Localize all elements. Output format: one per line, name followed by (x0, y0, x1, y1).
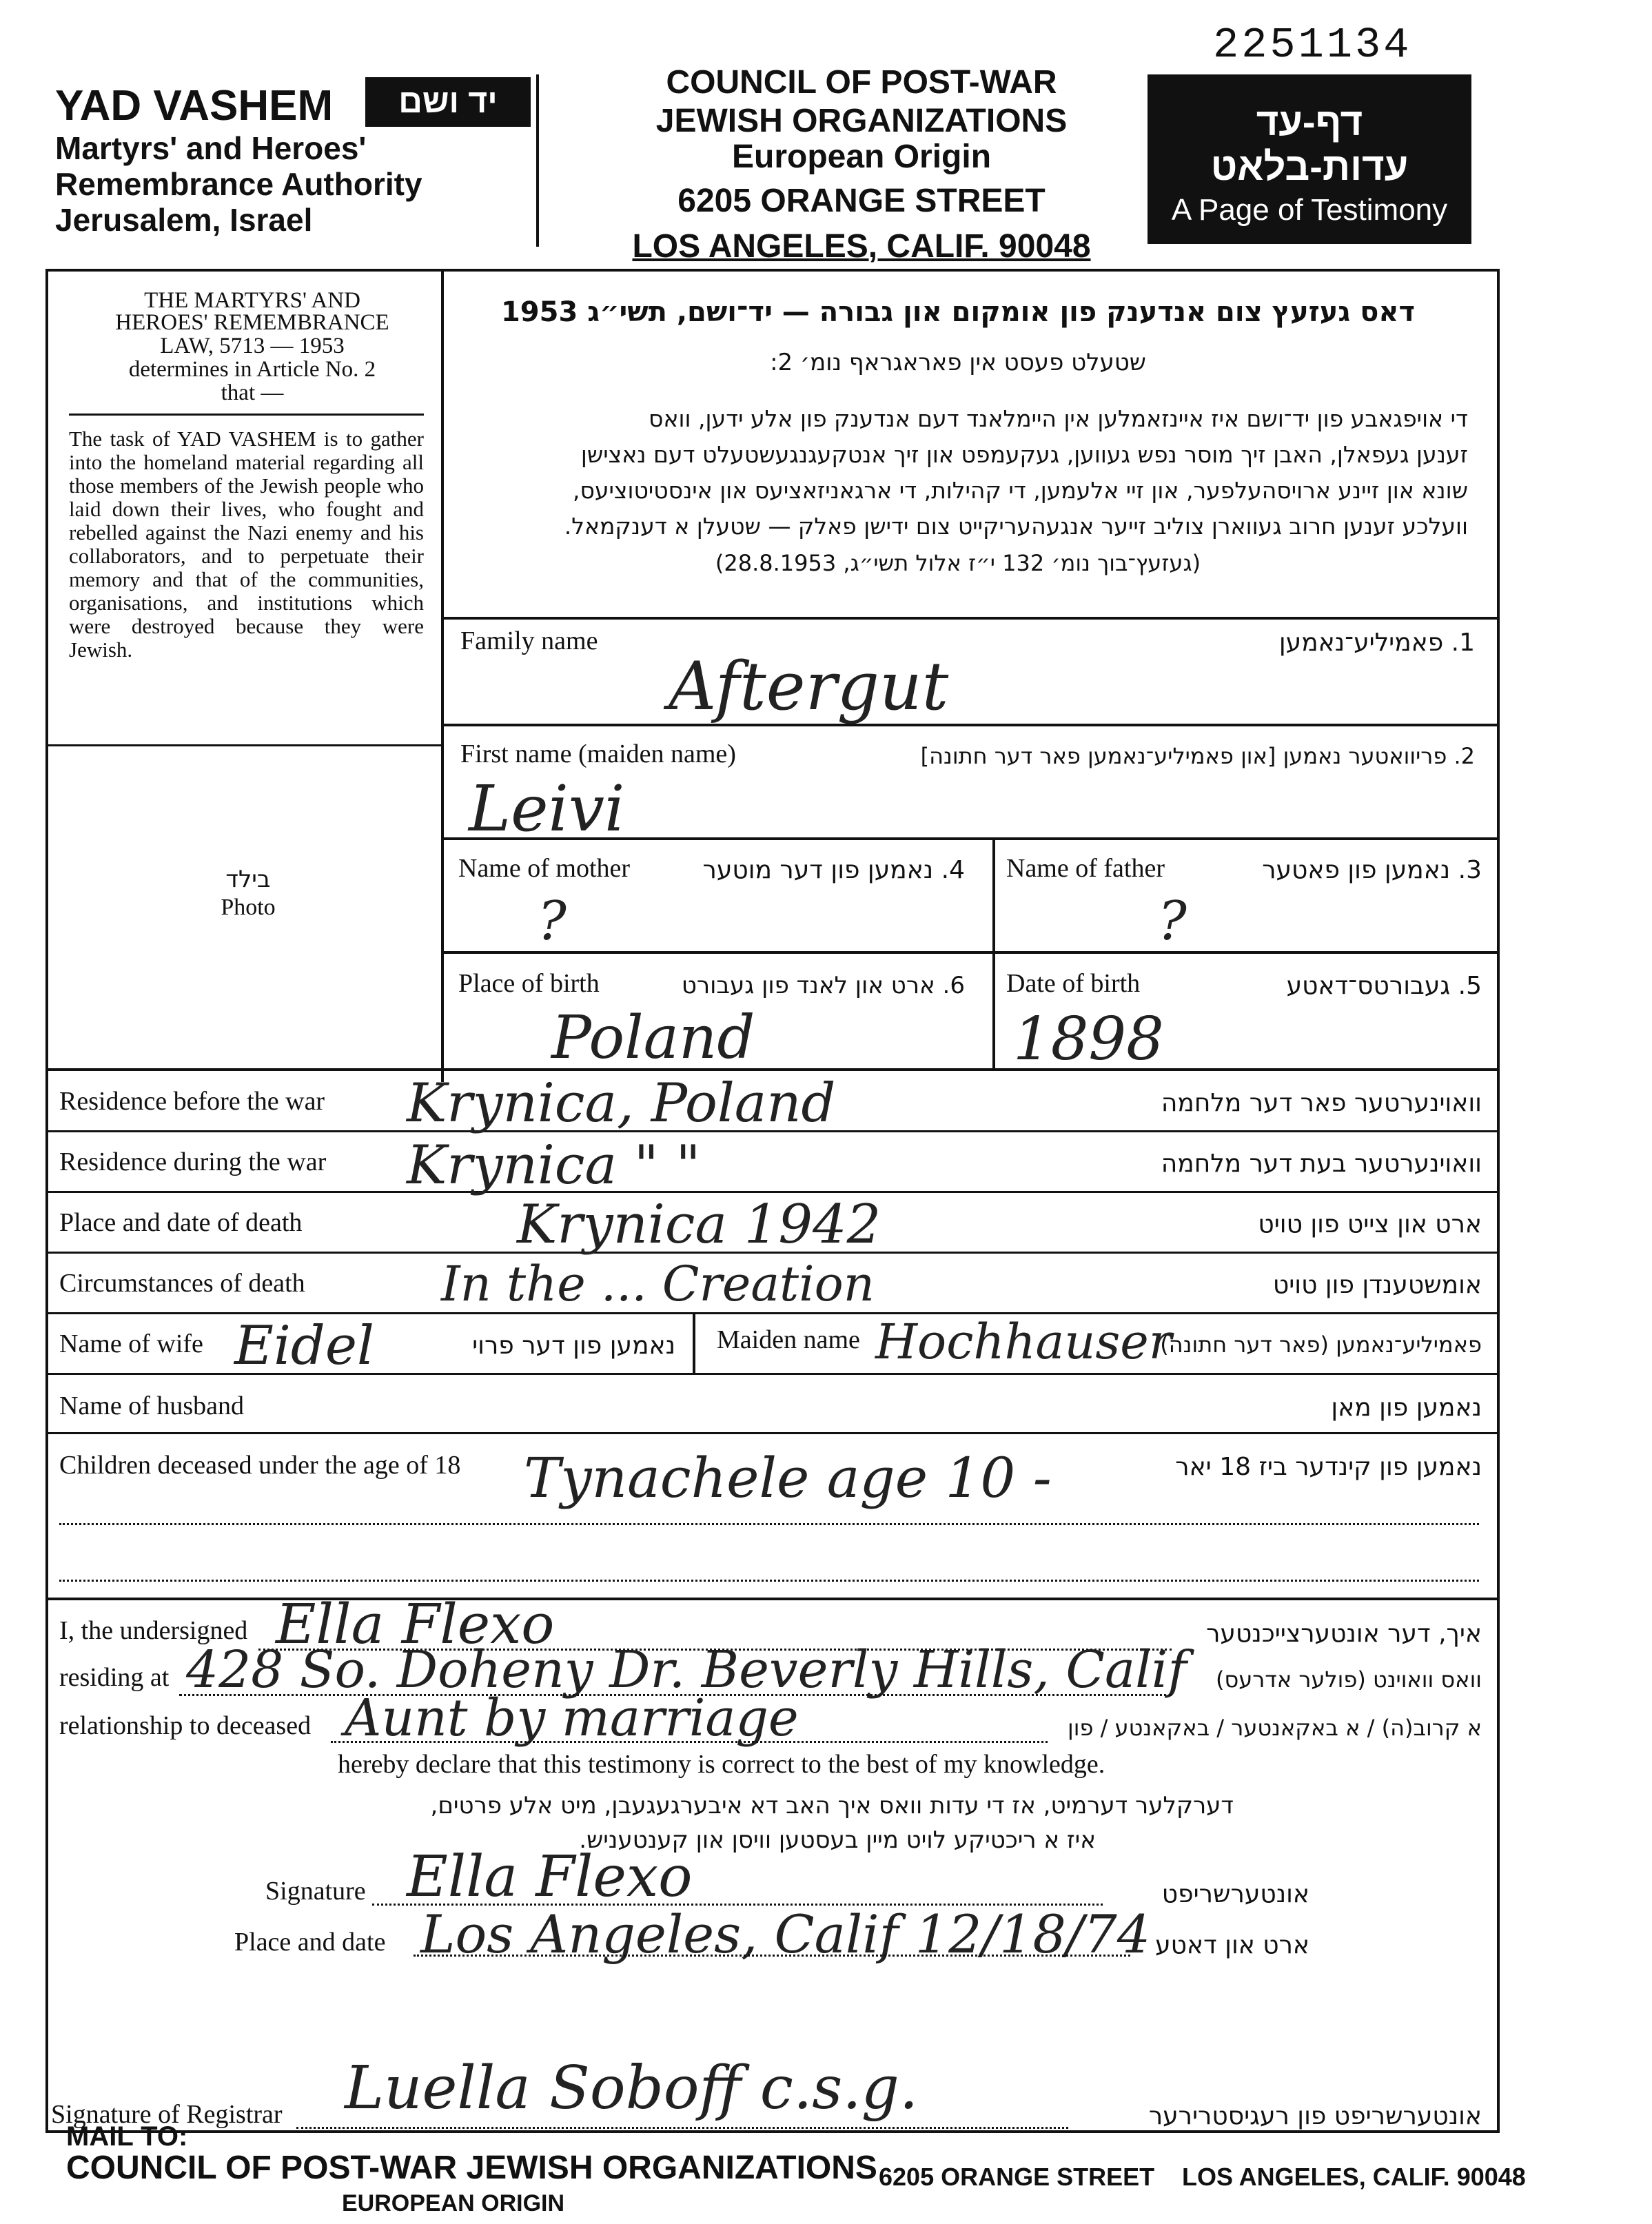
husband-label: Name of husband (59, 1391, 245, 1420)
signature-label: Signature (265, 1877, 366, 1906)
mother-label-he: 4. נאמען פון דער מוטער (702, 856, 965, 884)
law-line4: determines in Article No. 2 (128, 357, 376, 382)
header-separator (536, 74, 539, 247)
registrar-label: Signature of Registrar (51, 2100, 283, 2129)
maiden-value[interactable]: Hochhauser (875, 1314, 1172, 1370)
council-line3: European Origin (731, 139, 992, 175)
rule-family (441, 617, 1500, 620)
yiddish-law-subtitle: שטעלט פעסט אין פאראגראף נומ׳ 2: (770, 349, 1146, 376)
family-name-label-he: 1. פאמיליע־נאמען (1278, 629, 1475, 657)
law-task-text: The task of YAD VASHEM is to gather into the homeland material regarding all those members of the Jewish people who laid down their lives, who fought and rebelled against the Nazi enemy and his collaborators, and to perpetuate their memory and that of the communities, organisations, and institutions which were destroyed because they were Jewish. (69, 427, 424, 662)
res-before-value[interactable]: Krynica, Poland (407, 1072, 836, 1134)
family-name-value[interactable]: Aftergut (669, 648, 949, 725)
law-box-divider (45, 744, 444, 746)
law-line3: LAW, 5713 — 1953 (160, 334, 345, 358)
photo-label-hebrew: בילד (225, 866, 271, 893)
yiddish-law-line3: די אויפגאבע פון יד־ושם איז איינזאמלען אין היימלאנד דעם אנדענק פון אלע ידען, וואס (649, 405, 1468, 432)
res-during-label: Residence during the war (59, 1147, 327, 1176)
rule-declaration (45, 1598, 1500, 1600)
res-before-label: Residence before the war (59, 1087, 325, 1116)
first-name-value[interactable]: Leivi (469, 772, 625, 846)
signature-label-he: אונטערשריפט (1161, 1880, 1309, 1908)
wife-value[interactable]: Eidel (234, 1315, 374, 1377)
council-line5: LOS ANGELES, CALIF. 90048 (632, 228, 1091, 265)
res-before-label-he: וואוינערטער פאר דער מלחמה (1161, 1089, 1482, 1117)
rule-first (441, 724, 1500, 726)
declaration-statement-he2: איז א ריכטיקע לויט מיין בעסטען וויסן און קענטעניש. (579, 1826, 1096, 1854)
place-date-label: Place and date (234, 1928, 386, 1957)
yad-vashem-title: YAD VASHEM (55, 82, 334, 130)
birth-date-label: Date of birth (1006, 969, 1141, 998)
yiddish-law-title: דאס געזעץ צום אנדענק פון אומקום און גבורה — יד־ושם, תשי״ג 1953 (500, 296, 1416, 328)
residing-label-he: וואס וואוינט (פולער אדרעס) (1215, 1666, 1482, 1693)
rule-children (45, 1432, 1500, 1434)
yiddish-law-line5: שונא און זיינע ארויסהעלפער, און זיי אלעמען, די קהילות, די ארגאניזאציעס און אינסטיטוציעס, (572, 477, 1468, 504)
council-line4: 6205 ORANGE STREET (677, 183, 1046, 219)
father-value[interactable]: ? (1158, 890, 1187, 952)
wife-label: Name of wife (59, 1329, 203, 1358)
place-date-value[interactable]: Los Angeles, Calif 12/18/74 (420, 1904, 1151, 1965)
footer-street: 6205 ORANGE STREET (879, 2163, 1155, 2191)
testimony-hebrew2: עדות-בלאט (1210, 145, 1409, 188)
residing-value[interactable]: 428 So. Doheny Dr. Beverly Hills, Calif (186, 1640, 1187, 1700)
yad-vashem-line3: Jerusalem, Israel (55, 202, 313, 238)
children-dotted-line-1 (59, 1523, 1479, 1525)
footer-origin: EUROPEAN ORIGIN (342, 2190, 565, 2216)
registrar-label-he: אונטערשריפט פון רעגיסטרירער (1148, 2102, 1482, 2130)
birth-place-label-he: 6. ארט און לאנד פון געבורט (681, 972, 965, 999)
yad-vashem-line1: Martyrs' and Heroes' (55, 130, 367, 166)
testimony-hebrew1: דף-עד (1256, 100, 1363, 143)
relationship-value[interactable]: Aunt by marriage (345, 1689, 799, 1748)
law-rule (69, 414, 424, 416)
birth-place-label: Place of birth (458, 969, 600, 998)
father-label: Name of father (1006, 854, 1165, 883)
yad-vashem-line2: Remembrance Authority (55, 166, 422, 202)
circumstances-label: Circumstances of death (59, 1269, 305, 1298)
death-place-value[interactable]: Krynica 1942 (517, 1194, 881, 1256)
rule-wife (45, 1312, 1500, 1314)
husband-label-he: נאמען פון מאן (1331, 1394, 1482, 1422)
relationship-label-he: א קרוב(ה) / א באקאנטער / באקאנטע / פון (1068, 1715, 1482, 1741)
relationship-dotted (331, 1741, 1048, 1743)
registrar-signature[interactable]: Luella Soboff c.s.g. (345, 2054, 919, 2123)
wife-divider (693, 1312, 695, 1373)
testimony-english: A Page of Testimony (1171, 193, 1448, 227)
parents-divider (992, 837, 995, 1068)
birth-place-value[interactable]: Poland (551, 1003, 755, 1072)
circumstances-value[interactable]: In the ... Creation (441, 1256, 875, 1312)
yiddish-law-line6: וועלכע זענען חרוב געווארן צוליב זייער אנגעהעריקייט צום ידישן פאלק — שטעלן א דענקמאל. (564, 513, 1468, 540)
mother-label: Name of mother (458, 854, 631, 883)
first-name-label: First name (maiden name) (460, 739, 736, 768)
undersigned-value[interactable]: Ella Flexo (276, 1592, 555, 1656)
res-during-value[interactable]: Krynica " " (407, 1134, 701, 1196)
res-during-label-he: וואוינערטער בעת דער מלחמה (1161, 1150, 1482, 1178)
birth-date-label-he: 5. געבורטס־דאטע (1286, 972, 1482, 1000)
rule-before (45, 1068, 1500, 1071)
death-place-label: Place and date of death (59, 1208, 303, 1237)
council-line1: COUNCIL OF POST-WAR (666, 64, 1057, 101)
footer-org: COUNCIL OF POST-WAR JEWISH ORGANIZATIONS (66, 2150, 877, 2186)
signature-value[interactable]: Ella Flexo (407, 1844, 693, 1910)
yiddish-law-citation: (געזעץ־בוך נומ׳ 132 י״ז אלול תשי״ג, 28.8.1953) (715, 550, 1201, 576)
photo-label: Photo (221, 895, 276, 920)
maiden-label-he: פאמיליע־נאמען (פאר דער חתונה) (1160, 1332, 1482, 1358)
residing-label: residing at (59, 1663, 170, 1692)
mother-value[interactable]: ? (538, 890, 567, 952)
footer-mail-to: MAIL TO: (66, 2121, 188, 2152)
registrar-dotted (296, 2127, 1068, 2129)
left-column-divider (441, 269, 444, 1082)
circumstances-label-he: אומשטענדן פון טויט (1272, 1271, 1482, 1299)
children-label-he: נאמען פון קינדער ביז 18 יאר (1175, 1453, 1482, 1481)
rule-death (45, 1191, 1500, 1193)
father-label-he: 3. נאמען פון פאטער (1262, 856, 1482, 884)
undersigned-label-he: איך, דער אונטערצייכנטער (1206, 1620, 1482, 1648)
yad-vashem-hebrew-logo: יד ושם (365, 77, 531, 127)
relationship-label: relationship to deceased (59, 1711, 312, 1740)
footer-city: LOS ANGELES, CALIF. 90048 (1182, 2163, 1526, 2191)
document-number: 2251134 (1213, 21, 1412, 70)
place-date-label-he: ארט און דאטע (1155, 1931, 1309, 1959)
first-name-label-he: 2. פריוואטער נאמען [און פאמיליע־נאמען פאר דער חתונה] (920, 743, 1475, 769)
declaration-statement: hereby declare that this testimony is correct to the best of my knowledge. (338, 1750, 1105, 1779)
wife-label-he: נאמען פון דער פרוי (472, 1332, 675, 1360)
maiden-label: Maiden name (717, 1325, 860, 1354)
law-line2: HEROES' REMEMBRANCE (115, 310, 389, 335)
law-line5: that — (221, 380, 284, 405)
children-dotted-line-2 (59, 1580, 1479, 1582)
birth-date-value[interactable]: 1898 (1013, 1005, 1164, 1074)
rule-birth (441, 951, 1500, 954)
declaration-statement-he1: דערקלער דערמיט, אז די עדות וואס איך האב דא איבערגעגעבן, מיט אלע פרטים, (430, 1792, 1234, 1819)
council-line2: JEWISH ORGANIZATIONS (655, 103, 1068, 139)
undersigned-label: I, the undersigned (59, 1616, 248, 1645)
family-name-label: Family name (460, 626, 598, 655)
children-label: Children deceased under the age of 18 (59, 1451, 461, 1480)
yiddish-law-line4: זענען געפאלן, האבן זיך מוסר נפש געווען, געקעמפט און זיך אנטקעגנגעשטעלט דעם נאצישן (580, 441, 1468, 468)
death-place-label-he: ארט און צייט פון טויט (1258, 1210, 1482, 1238)
place-date-dotted (414, 1955, 1130, 1957)
law-line1: THE MARTYRS' AND (144, 288, 360, 313)
testimony-box (1148, 74, 1471, 244)
children-value[interactable]: Tynachele age 10 - (524, 1446, 1052, 1510)
